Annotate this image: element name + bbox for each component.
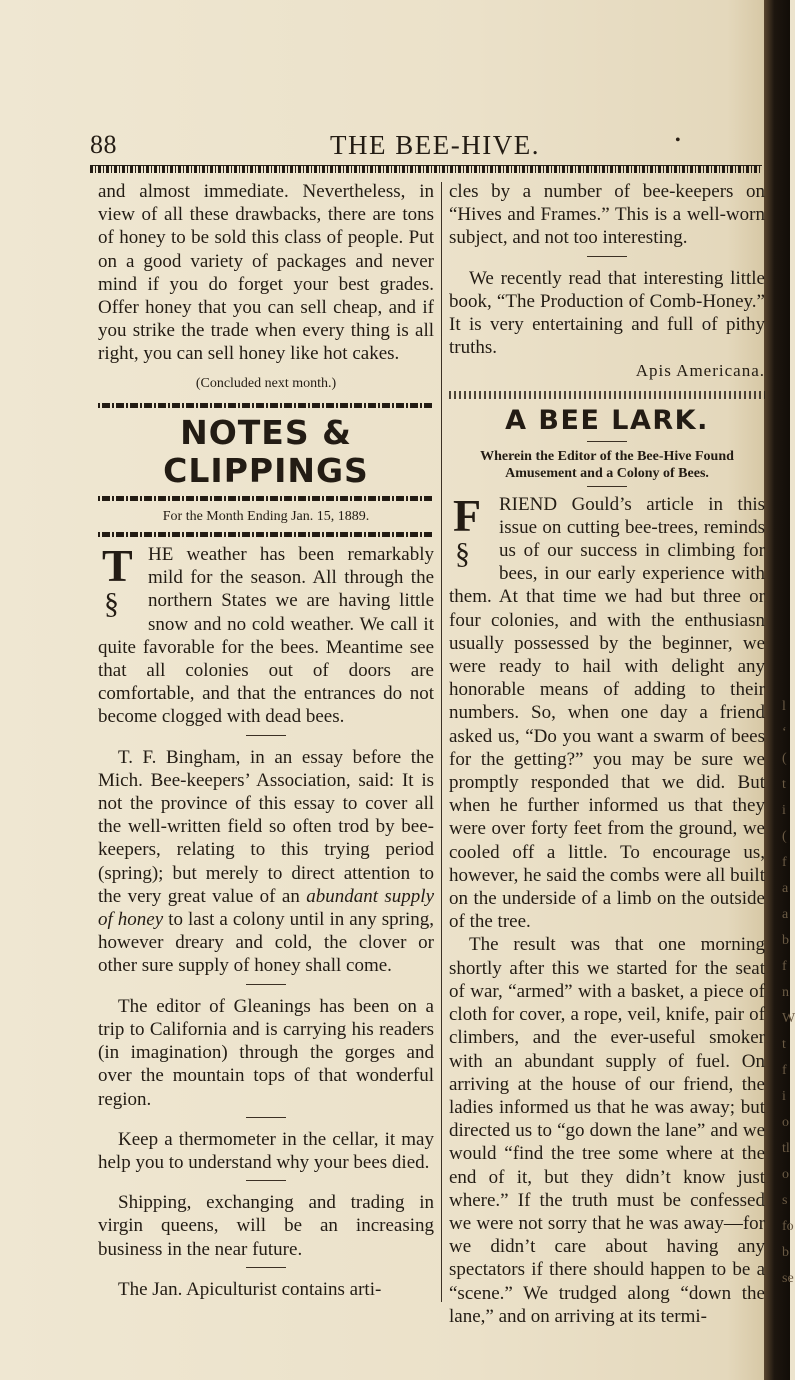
decorative-rule	[449, 391, 765, 399]
spine-fragment: i	[782, 1089, 786, 1104]
friend-gould-text: RIEND Gould’s article in this issue on cutting bee-trees, reminds us of our success in climbing for bees, in our early experience with them. At that time we had but three or four colonies, and with the enthusiasn usually possessed by the beginner, we were ready to hail with delight any honorable means of adding to their numbers. So, when one day a friend asked us, “Do you want a swarm of bees for the getting?” you may be sure we promptly responded that we did. But when he further informed us that they were over forty feet from the ground, we cooled off a little. To encourage us, however, he said the combs were all built on the underside of a limb on the outside of the tree.	[449, 493, 765, 933]
paragraph-concluded-text: and almost immediate. Nevertheless, in view of all these drawbacks, there are tons of honey to be sold this class of people. Put on a good variety of packages and never mind if you do forget your best grades. Offer honey that you can sell cheap, and if you strike the trade when every thing is all right, you can sell honey like hot cakes.	[98, 181, 434, 365]
short-rule	[246, 1117, 286, 1118]
article-title: A BEE LARK.	[505, 404, 709, 436]
section-subtitle: For the Month Ending Jan. 15, 1889.	[162, 508, 370, 524]
short-rule	[246, 984, 286, 985]
short-rule	[246, 1180, 286, 1181]
page-header	[90, 130, 762, 166]
article-subtitle: Wherein the Editor of the Bee-Hive Found Amusement and a Colony of Bees.	[480, 448, 734, 481]
section-rule-bottom	[98, 532, 434, 537]
paragraph-result: The result was that one morning shortly after this we started for the seat of war, “armed” with a basket, a piece of cloth for cover, a rope, veil, knife, pair of climbers, and the ever-useful smoker with an abundant supply of fuel. On arriving at the house of our friend, the ladies informed us that he was away; but directed us to “go down the lane” and we would “find the tree some where at the end of it, but they didn’t know just where.” If the truth must be confessed we were not sorry that he was away—for we didn’t care about having any spectators if there should happen to be a “scene.” We trudged along “down the lane,” and on arriving at its termi-	[449, 934, 765, 1327]
spine-fragment: f	[782, 959, 787, 974]
paragraph-apiculturist: The Jan. Apiculturist contains arti-	[118, 1278, 382, 1300]
spine-fragment: (	[782, 829, 787, 844]
spine-fragment: se	[782, 1271, 794, 1286]
spine-fragment: a	[782, 881, 789, 896]
scroll-ornament-icon: §	[104, 587, 119, 621]
spine-fragment: b	[782, 1245, 789, 1260]
header-ornamental-rule	[90, 165, 762, 173]
section-rule-top	[98, 403, 434, 408]
spine-fragment: fo	[782, 1219, 794, 1234]
spine-fragment: (	[782, 751, 787, 766]
bingham-emphasis: abundant supply of honey	[98, 885, 434, 931]
ink-speck: •	[675, 132, 681, 149]
short-rule	[246, 735, 286, 736]
section-title: NOTES & CLIPPINGS	[163, 412, 369, 490]
dropcap-letter: T	[102, 540, 133, 592]
short-rule	[246, 1267, 286, 1268]
bingham-text-b: to last a colony until in any spring, however dreary and cold, the clover or other sure supply of honey shall come.	[98, 909, 434, 977]
paragraph-queens: Shipping, exchanging and trading in virgin queens, will be an increasing business in the near future.	[98, 1192, 434, 1260]
spine-fragment: t	[782, 777, 786, 792]
section-rule-mid	[98, 496, 434, 501]
page-number: 88	[90, 130, 117, 159]
short-rule	[587, 441, 627, 442]
paragraph-hives-frames: cles by a number of bee-keepers on “Hives and Frames.” This is a well-worn subject, and not too interesting.	[449, 181, 765, 249]
paragraph-bingham	[98, 746, 434, 978]
paragraph-weather	[98, 540, 434, 729]
spine-fragment: s	[782, 1193, 788, 1208]
column-divider	[441, 182, 442, 1302]
spine-fragment: tl	[782, 1141, 790, 1156]
paragraph-friend-gould	[449, 489, 765, 934]
left-column	[98, 180, 434, 1301]
ornamental-dropcap	[98, 540, 142, 631]
spine-fragment: f	[782, 855, 787, 870]
spine-fragment: n	[782, 985, 789, 1000]
spine-fragment: ‘	[782, 725, 787, 740]
spine-fragment: i	[782, 803, 786, 818]
spine-fragment: b	[782, 933, 789, 948]
spine-fragment: t	[782, 1037, 786, 1052]
spine-fragment: l	[782, 699, 786, 714]
spine-fragment: a	[782, 907, 789, 922]
signature: Apis Americana.	[635, 361, 765, 381]
bingham-text-a: T. F. Bingham, in an essay before the Mich. Bee-keepers’ Association, said: It is not the province of this essay to cover all the well-written field so often trod by bee-keepers, relating to this trying period (spring); but merely to direct attention to the very great value of an	[98, 746, 434, 907]
paragraph-comb-honey: We recently read that interesting little book, “The Production of Comb-Honey.” It is very entertaining and full of pithy truths.	[449, 267, 765, 359]
weather-text: HE weather has been remarkably mild for the season. All through the northern States we are having little snow and no cold weather. We call it quite favorable for the bees. Meantime see that all colonies out of doors are comfortable, and that the entrances do not become clogged with dead bees.	[98, 544, 434, 728]
short-rule	[587, 486, 627, 487]
spine-fragment: W	[782, 1011, 795, 1026]
dropcap-letter: F	[453, 489, 482, 541]
paragraph-thermometer: Keep a thermometer in the cellar, it may help you to understand why your bees died.	[98, 1128, 434, 1173]
spine-fragment: f	[782, 1063, 787, 1078]
ornamental-dropcap	[449, 489, 493, 581]
paragraph-gleanings: The editor of Gleanings has been on a trip to California and is carrying his readers (in imagination) through the gorges and over the mountain tops of that wonderful region.	[98, 995, 434, 1110]
spine-fragment: o	[782, 1115, 789, 1130]
running-title: THE BEE-HIVE.	[330, 130, 540, 160]
spine-fragment: o	[782, 1167, 789, 1182]
short-rule	[587, 256, 627, 257]
scroll-ornament-icon: §	[455, 536, 470, 570]
right-column	[449, 180, 765, 1328]
concluded-note: (Concluded next month.)	[195, 375, 337, 391]
